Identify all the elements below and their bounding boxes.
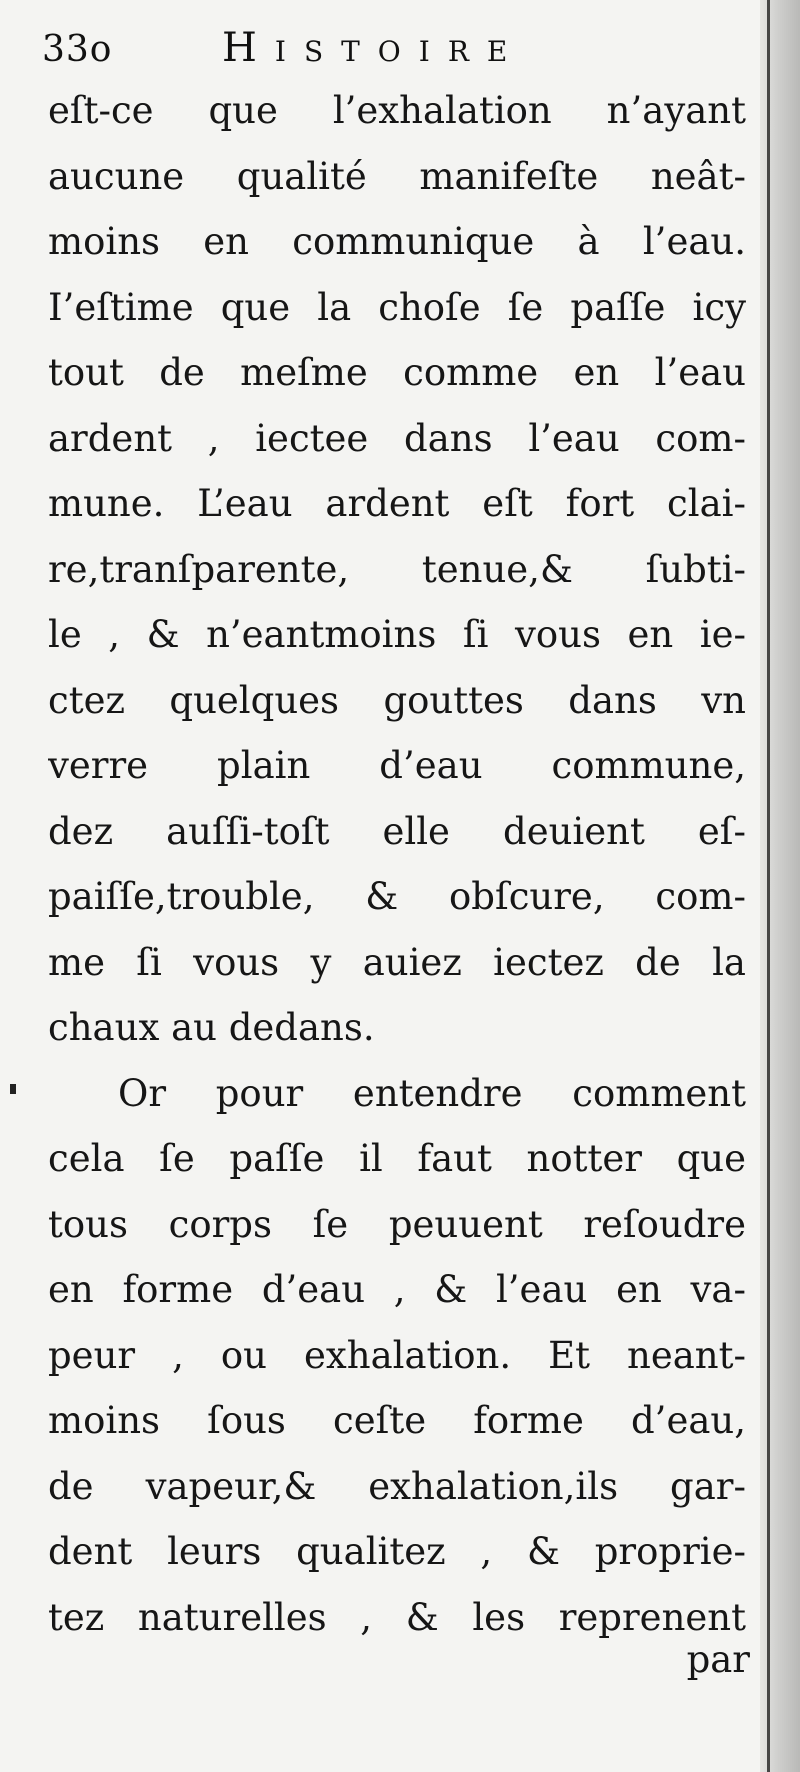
text-line: Or pour entendre comment: [118, 1071, 746, 1115]
text-line: chaux au dedans.: [48, 1006, 375, 1049]
margin-mark: [10, 1084, 16, 1094]
text-line: ardent , iectee dans l’eau com-: [48, 416, 746, 460]
page-gutter: [760, 0, 800, 1772]
text-line: moins en communique à l’eau.: [48, 220, 746, 263]
text-line: ctez quelques gouttes dans vn: [48, 678, 746, 722]
text-line: tez naturelles , & les reprenent: [48, 1595, 746, 1639]
text-line: cela ſe paſſe il faut notter que: [48, 1137, 746, 1180]
text-line: re,tranſparente, tenue,& ſubti-: [48, 547, 746, 591]
text-line: peur , ou exhalation. Et neant-: [48, 1333, 746, 1377]
text-line: le , & n’eantmoins ſi vous en ie-: [48, 613, 746, 656]
text-line: moins ſous ceſte forme d’eau,: [48, 1399, 746, 1442]
text-line: en forme d’eau , & l’eau en va-: [48, 1268, 746, 1311]
paragraph-2: [48, 1061, 746, 1651]
catchword: par: [686, 1638, 750, 1681]
text-line: tous corps ſe peuuent reſoudre: [48, 1202, 746, 1246]
text-line: mune. L’eau ardent eſt fort clai-: [48, 482, 746, 525]
running-head: [42, 14, 692, 84]
text-line: verre plain d’eau commune,: [48, 744, 746, 787]
text-line: de vapeur,& exhalation,ils gar-: [48, 1464, 746, 1508]
binding-edge: [767, 0, 770, 1772]
paragraph-1: [48, 78, 746, 1061]
text-line: me ſi vous y auiez iectez de la: [48, 940, 746, 984]
page-number: 33o: [42, 29, 113, 70]
text-line: eſt-ce que l’exhalation n’ayant: [48, 89, 746, 132]
running-title: Histoire: [222, 25, 526, 71]
body-text: [48, 78, 746, 1650]
text-line: dez auſſi-toſt elle deuient eſ-: [48, 809, 746, 853]
text-line: I’eſtime que la choſe ſe paſſe icy: [48, 285, 746, 329]
text-line: paiſſe,trouble, & obſcure, com-: [48, 875, 746, 918]
text-line: tout de meſme comme en l’eau: [48, 351, 746, 394]
text-line: aucune qualité manifeſte neât-: [48, 154, 746, 198]
text-line: dent leurs qualitez , & proprie-: [48, 1530, 746, 1573]
